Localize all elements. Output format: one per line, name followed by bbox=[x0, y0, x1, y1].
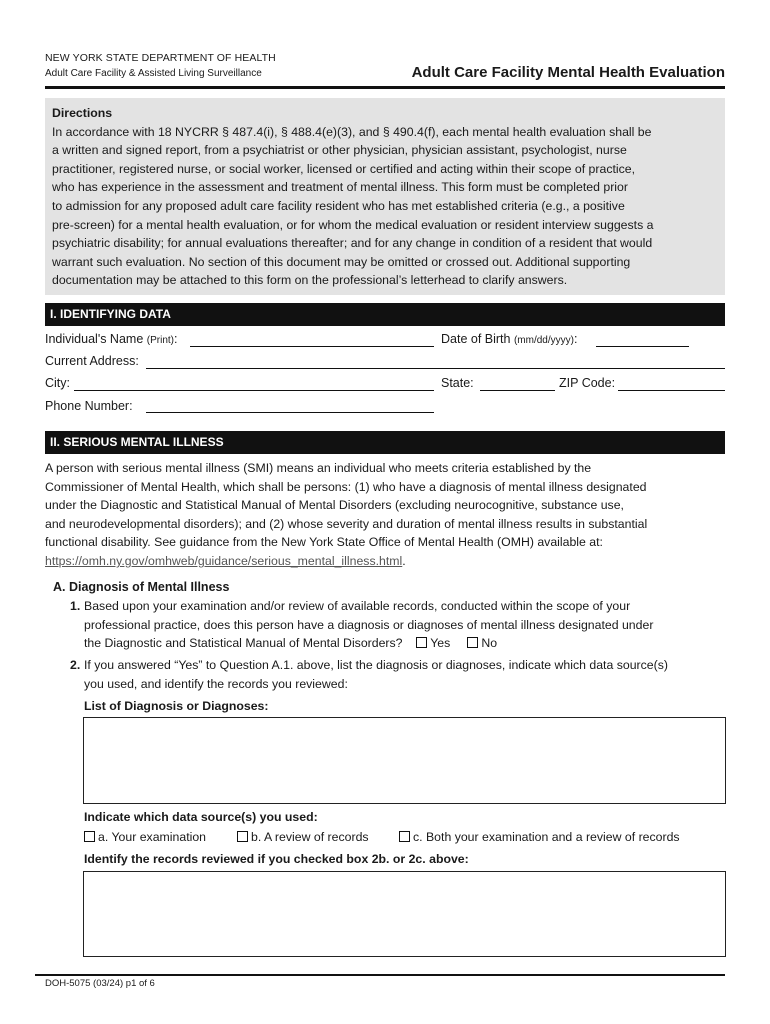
source-a-checkbox[interactable] bbox=[84, 831, 95, 842]
city-label: City: bbox=[45, 376, 70, 390]
dob-label: Date of Birth (mm/dd/yyyy): bbox=[441, 332, 578, 346]
data-sources-label: Indicate which data source(s) you used: bbox=[84, 810, 318, 824]
directions-line: practitioner, registered nurse, or social worker, licensed or certified and acting within their scope of practice, bbox=[52, 161, 636, 176]
diagnosis-list-label: List of Diagnosis or Diagnoses: bbox=[84, 699, 269, 713]
agency-name: NEW YORK STATE DEPARTMENT OF HEALTH bbox=[45, 52, 276, 64]
form-id: DOH-5075 (03/24) p1 of 6 bbox=[45, 978, 155, 989]
address-label: Current Address: bbox=[45, 354, 139, 368]
section-title: II. SERIOUS MENTAL ILLNESS bbox=[50, 435, 224, 449]
zip-field[interactable] bbox=[618, 390, 725, 391]
question-number: 1. bbox=[70, 599, 81, 613]
section-title: I. IDENTIFYING DATA bbox=[50, 307, 171, 321]
source-b-checkbox[interactable] bbox=[237, 831, 248, 842]
smi-definition bbox=[45, 459, 727, 571]
directions-box bbox=[45, 98, 725, 295]
directions-line: In accordance with 18 NYCRR § 487.4(i), § 488.4(e)(3), and § 490.4(f), each mental health evaluation shall be bbox=[52, 124, 652, 139]
state-field[interactable] bbox=[480, 390, 555, 391]
source-option-a[interactable]: a. Your examination bbox=[84, 830, 206, 844]
state-label: State: bbox=[441, 376, 474, 390]
question-line: Based upon your examination and/or review of available records, conducted within the scope of your bbox=[84, 599, 631, 613]
division-name: Adult Care Facility & Assisted Living Surveillance bbox=[45, 68, 262, 79]
form-title: Adult Care Facility Mental Health Evaluation bbox=[411, 64, 725, 81]
subsection-a-title: A. Diagnosis of Mental Illness bbox=[53, 580, 230, 594]
question-line: the Diagnostic and Statistical Manual of Mental Disorders? Yes No bbox=[84, 636, 498, 651]
question-a2 bbox=[70, 656, 734, 693]
directions-line: documentation may be attached to this form on the professional’s letterhead to clarify answers. bbox=[52, 273, 568, 288]
paragraph-line: and neurodevelopmental disorders); and (2) whose severity and duration of mental illness results in substantial bbox=[45, 516, 648, 531]
phone-label: Phone Number: bbox=[45, 399, 133, 413]
yes-checkbox[interactable] bbox=[416, 637, 427, 648]
no-label: No bbox=[481, 636, 498, 651]
paragraph-line: https://omh.ny.gov/omhweb/guidance/serious_mental_illness.html. bbox=[45, 553, 406, 568]
phone-field[interactable] bbox=[146, 412, 434, 413]
records-reviewed-textarea[interactable] bbox=[83, 871, 726, 957]
records-reviewed-label: Identify the records reviewed if you checked box 2b. or 2c. above: bbox=[84, 852, 469, 866]
no-checkbox[interactable] bbox=[467, 637, 478, 648]
header-divider bbox=[45, 86, 725, 89]
directions-line: to admission for any proposed adult care facility resident who has met established criteria (e.g., a positive bbox=[52, 198, 625, 213]
source-option-c[interactable]: c. Both your examination and a review of records bbox=[399, 830, 680, 844]
directions-title: Directions bbox=[52, 106, 113, 120]
footer-divider bbox=[35, 974, 725, 976]
paragraph-line: under the Diagnostic and Statistical Manual of Mental Disorders (excluding neurocognitive, substance use, bbox=[45, 498, 624, 513]
directions-line: pre-screen) for a mental health evaluation, or for whom the medical evaluation or resident interview suggests a bbox=[52, 217, 654, 232]
paragraph-line: Commissioner of Mental Health, which shall be persons: (1) who have a diagnosis of mental illness designated bbox=[45, 479, 647, 494]
section-smi-header bbox=[45, 431, 725, 454]
directions-line: psychiatric disability; for annual evaluations thereafter; and for any change in condition of a resident that would bbox=[52, 236, 653, 251]
section-identifying-data-header bbox=[45, 303, 725, 326]
source-c-checkbox[interactable] bbox=[399, 831, 410, 842]
directions-line: warrant such evaluation. No section of this document may be omitted or crossed out. Additional supporting bbox=[52, 254, 631, 269]
city-field[interactable] bbox=[74, 390, 434, 391]
directions-line: a written and signed report, from a psychiatrist or other physician, physician assistant, psychologist, nurse bbox=[52, 143, 627, 158]
directions-line: who has experience in the assessment and treatment of mental illness. This form must be completed prior bbox=[52, 180, 628, 195]
yes-label: Yes bbox=[430, 636, 451, 651]
question-line: If you answered “Yes” to Question A.1. above, list the diagnosis or diagnoses, indicate which data source(s) bbox=[84, 658, 668, 672]
zip-label: ZIP Code: bbox=[559, 376, 616, 390]
address-field[interactable] bbox=[146, 368, 725, 369]
diagnosis-list-textarea[interactable] bbox=[83, 717, 726, 804]
question-line: professional practice, does this person have a diagnosis or diagnoses of mental illness designated under bbox=[84, 617, 654, 632]
question-line: you used, and identify the records you reviewed: bbox=[84, 676, 348, 691]
omh-guidance-link[interactable]: https://omh.ny.gov/omhweb/guidance/serious_mental_illness.html bbox=[45, 553, 403, 568]
paragraph-line: functional disability. See guidance from the New York State Office of Mental Health (OMH) available at: bbox=[45, 535, 603, 550]
dob-field[interactable] bbox=[596, 346, 689, 347]
question-number: 2. bbox=[70, 658, 81, 672]
paragraph-line: A person with serious mental illness (SMI) means an individual who meets criteria established by the bbox=[45, 461, 592, 475]
name-field[interactable] bbox=[190, 346, 434, 347]
name-label: Individual's Name (Print): bbox=[45, 332, 178, 346]
source-option-b[interactable]: b. A review of records bbox=[237, 830, 369, 844]
question-a1 bbox=[70, 597, 734, 653]
